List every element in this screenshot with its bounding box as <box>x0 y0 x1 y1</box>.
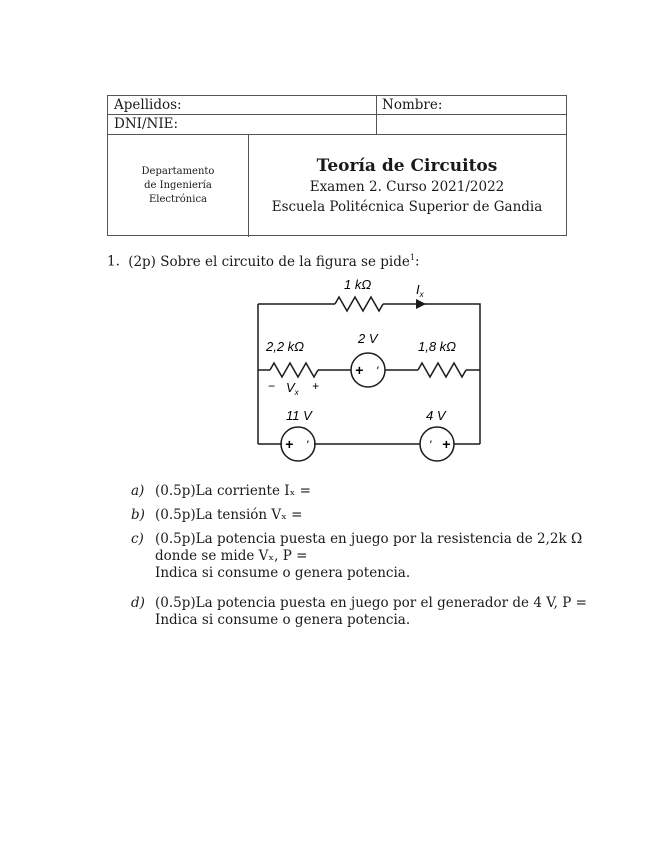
label-vx-plus: + <box>312 379 320 393</box>
src-mid-plus: + <box>355 362 364 378</box>
resistor-2k2 <box>270 363 318 377</box>
src-left-plus: + <box>285 436 294 452</box>
resistor-1k <box>335 297 383 311</box>
dni-label: DNI/NIE: <box>114 116 179 132</box>
list-item: c) (0.5p)La potencia puesta en juego por la resistencia de 2,2k Ω donde se mide Vₓ, P = Indica si consume o genera potencia. <box>131 531 583 581</box>
label-vx: $V_x$ <box>286 380 299 397</box>
src-mid-minus: ' <box>376 364 379 378</box>
src-right-minus: ' <box>429 438 432 452</box>
exam-header-table <box>107 95 567 236</box>
label-current: $I_x$ <box>416 282 424 299</box>
school-name: Escuela Politécnica Superior de Gandia <box>271 198 543 215</box>
list-item: a) (0.5p)La corriente Iₓ = <box>131 483 311 499</box>
apellidos-label: Apellidos: <box>114 97 182 113</box>
footnote-mark: 1 <box>409 253 415 262</box>
label-src-right: 4 V <box>426 408 446 423</box>
label-r-left: 2,2 kΩ <box>266 339 305 354</box>
list-item: b) (0.5p)La tensión Vₓ = <box>131 507 303 523</box>
row-divider <box>108 114 566 115</box>
current-arrow-icon <box>416 299 426 309</box>
src-left-minus: ' <box>306 438 309 452</box>
course-title-block <box>248 134 566 237</box>
list-item: d) (0.5p)La potencia puesta en juego por el generador de 4 V, P = Indica si consume o genera potencia. <box>131 595 587 628</box>
label-vx-minus: − <box>268 379 276 393</box>
label-src-mid: 2 V <box>358 331 378 346</box>
nombre-label: Nombre: <box>382 97 443 113</box>
label-r-right: 1,8 kΩ <box>418 339 457 354</box>
department-name: Departamento de Ingeniería Electrónica <box>141 165 215 205</box>
label-src-left: 11 V <box>286 408 312 423</box>
label-r-top: 1 kΩ <box>344 277 372 292</box>
circuit-diagram <box>240 272 500 472</box>
course-title: Teoría de Circuitos <box>316 155 498 176</box>
question-statement: 1. (2p) Sobre el circuito de la figura se pide$^1$: <box>107 253 420 270</box>
exam-info: Examen 2. Curso 2021/2022 <box>309 178 505 195</box>
src-right-plus: + <box>442 436 451 452</box>
column-divider <box>376 96 377 134</box>
resistor-1k8 <box>418 363 466 377</box>
